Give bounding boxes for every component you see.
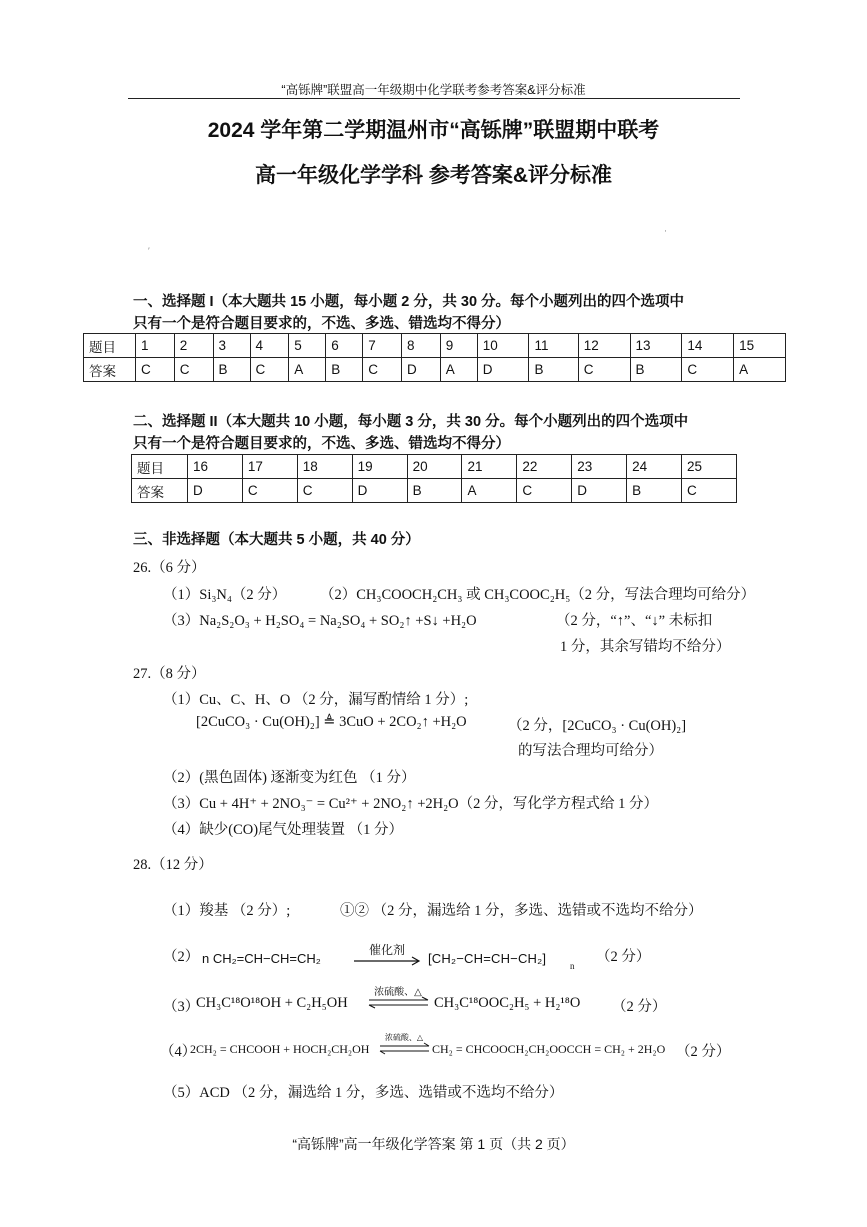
question-number-cell-14: 14 (682, 334, 734, 358)
q28-part3-score: （2 分） (612, 999, 667, 1015)
q28-part3-left: CH₃C¹⁸O¹⁸OH + C₂H₅OH (196, 995, 348, 1011)
answer-cell-15: A (734, 358, 786, 382)
question-number-cell-9: 9 (440, 334, 477, 358)
row-label-question: 题目 (132, 455, 188, 479)
q28-part1a: （1）羧基 （2 分）; (163, 903, 291, 919)
question-number-cell-10: 25 (682, 455, 737, 479)
q27-title: 27.（8 分） (133, 666, 206, 682)
answer-cell-6: A (462, 479, 517, 503)
page-title: 2024 学年第二学期温州市“高铄牌”联盟期中联考 (207, 119, 660, 142)
page-footer: “高铄牌”高一年级化学答案 第 1 页（共 2 页） (292, 1136, 575, 1152)
answer-cell-8: D (401, 358, 440, 382)
q26-part2: （2）CH₃COOCH₂CH₃ 或 CH₃COOC₂H₅（2 分，写法合理均可给分） (320, 587, 756, 603)
answer-cell-10: C (682, 479, 737, 503)
q26-part1: （1）Si₃N₄（2 分） (163, 587, 287, 603)
answer-cell-13: B (630, 358, 682, 382)
answer-cell-5: B (407, 479, 462, 503)
question-number-cell-7: 7 (363, 334, 402, 358)
q28-part3-label: （3） (163, 999, 200, 1015)
q28-part4-score: （2 分） (676, 1044, 731, 1060)
answer-cell-2: C (242, 479, 297, 503)
question-number-cell-11: 11 (529, 334, 578, 358)
q28-part4-label: （4） (160, 1044, 197, 1060)
question-number-cell-1: 16 (188, 455, 243, 479)
question-number-cell-2: 2 (174, 334, 213, 358)
answer-cell-9: B (627, 479, 682, 503)
table-row-answers (132, 479, 737, 503)
q27-part1-equation: [2CuCO₃ · Cu(OH)₂] ≜ 3CuO + 2CO₂↑ +H₂O (196, 714, 467, 730)
answer-cell-4: C (250, 358, 289, 382)
q27-part1: （1）Cu、C、H、O （2 分，漏写酌情给 1 分）; (163, 692, 469, 708)
question-number-cell-8: 8 (401, 334, 440, 358)
table-row-answers (84, 358, 786, 382)
reaction-arrow-icon (352, 954, 424, 968)
q28-part5: （5）ACD （2 分，漏选给 1 分，多选、选错或不选均不给分） (163, 1085, 564, 1101)
header-divider (128, 98, 740, 99)
row-label-answer: 答案 (132, 479, 188, 503)
question-number-cell-6: 21 (462, 455, 517, 479)
answer-cell-3: B (213, 358, 250, 382)
equilibrium-arrow-icon (378, 1042, 432, 1056)
question-number-cell-4: 19 (352, 455, 407, 479)
answer-cell-9: A (440, 358, 477, 382)
section2-heading-cont: 只有一个是符合题目要求的，不选、多选、错选均不得分） (133, 436, 510, 452)
question-number-cell-9: 24 (627, 455, 682, 479)
answer-cell-6: B (326, 358, 363, 382)
q28-part4-left: 2CH₂ = CHCOOH + HOCH₂CH₂OH (190, 1042, 370, 1056)
question-number-cell-6: 6 (326, 334, 363, 358)
table-row-questions (84, 334, 786, 358)
section2-heading: 二、选择题 II（本大题共 10 小题，每小题 3 分，共 30 分。每个小题列出的四个选项中 (133, 414, 689, 430)
scan-mark: ′ (148, 246, 150, 256)
equilibrium-arrow-icon (366, 996, 432, 1010)
question-number-cell-4: 4 (250, 334, 289, 358)
q28-part2-catalyst: 催化剂 (368, 943, 405, 957)
section3-heading: 三、非选择题（本大题共 5 小题，共 40 分） (133, 532, 420, 548)
question-number-cell-12: 12 (578, 334, 630, 358)
question-number-cell-15: 15 (734, 334, 786, 358)
question-number-cell-5: 20 (407, 455, 462, 479)
answer-cell-2: C (174, 358, 213, 382)
q27-part1-score-cont: 的写法合理均可给分） (518, 743, 663, 759)
question-number-cell-13: 13 (630, 334, 682, 358)
answer-cell-14: C (682, 358, 734, 382)
q27-part4: （4）缺少(CO)尾气处理装置 （1 分） (163, 822, 404, 838)
question-number-cell-5: 5 (289, 334, 326, 358)
q26-part3-score: （2 分，“↑”、“↓” 未标扣 (556, 613, 713, 629)
section1-heading: 一、选择题 I（本大题共 15 小题，每小题 2 分，共 30 分。每个小题列出的四个选项中 (133, 294, 685, 310)
answer-cell-8: D (572, 479, 627, 503)
section2-answer-table (131, 454, 737, 503)
answer-cell-3: C (297, 479, 352, 503)
q28-part3-condition: 浓硫酸、△ (374, 987, 422, 998)
answer-cell-7: C (517, 479, 572, 503)
q26-part3-equation: （3）Na₂S₂O₃ + H₂SO₄ = Na₂SO₄ + SO₂↑ +S↓ +H₂O (163, 613, 477, 629)
q28-part2-score: （2 分） (596, 949, 651, 965)
answer-cell-7: C (363, 358, 402, 382)
question-number-cell-7: 22 (517, 455, 572, 479)
q28-part4-condition: 浓硫酸、△ (384, 1033, 424, 1042)
row-label-answer: 答案 (84, 358, 136, 382)
question-number-cell-2: 17 (242, 455, 297, 479)
q28-part2-label: （2） (163, 949, 200, 965)
q28-part4-right: CH₂ = CHCOOCH₂CH₂OOCCH = CH₂ + 2H₂O (432, 1042, 666, 1056)
running-header: “高铄牌”联盟高一年级期中化学联考参考答案&评分标准 (281, 83, 586, 97)
answer-cell-4: D (352, 479, 407, 503)
q28-part3-right: CH₃C¹⁸OOC₂H₅ + H₂¹⁸O (434, 995, 581, 1011)
q28-part2-reactant: n CH₂=CH−CH=CH₂ (202, 951, 321, 966)
answer-cell-12: C (578, 358, 630, 382)
section1-answer-table (83, 333, 786, 382)
scan-mark: · (664, 226, 667, 236)
q26-title: 26.（6 分） (133, 560, 206, 576)
answer-cell-1: C (136, 358, 175, 382)
answer-cell-5: A (289, 358, 326, 382)
question-number-cell-3: 3 (213, 334, 250, 358)
question-number-cell-3: 18 (297, 455, 352, 479)
table-row-questions (132, 455, 737, 479)
q27-part2: （2）(黑色固体) 逐渐变为红色 （1 分） (163, 770, 416, 786)
row-label-question: 题目 (84, 334, 136, 358)
q28-title: 28.（12 分） (133, 857, 213, 873)
section1-heading-cont: 只有一个是符合题目要求的，不选、多选、错选均不得分） (133, 316, 510, 332)
answer-cell-1: D (188, 479, 243, 503)
answer-cell-11: B (529, 358, 578, 382)
answer-cell-10: D (477, 358, 529, 382)
q26-part3-score-cont: 1 分，其余写错均不给分） (560, 639, 731, 655)
q28-part2-subscript-n: n (570, 961, 575, 971)
q28-part1b: ①② （2 分，漏选给 1 分，多选、选错或不选均不给分） (340, 903, 703, 919)
question-number-cell-1: 1 (136, 334, 175, 358)
q28-part2-product: [CH₂−CH=CH−CH₂] (428, 951, 547, 966)
q27-part3: （3）Cu + 4H⁺ + 2NO₃⁻ = Cu²⁺ + 2NO₂↑ +2H₂O（2 分，写化学方程式给 1 分） (163, 796, 659, 812)
q27-part1-score: （2 分，[2CuCO₃ · Cu(OH)₂] (508, 718, 687, 734)
question-number-cell-8: 23 (572, 455, 627, 479)
page-subtitle: 高一年级化学学科 参考答案&评分标准 (255, 164, 612, 187)
question-number-cell-10: 10 (477, 334, 529, 358)
